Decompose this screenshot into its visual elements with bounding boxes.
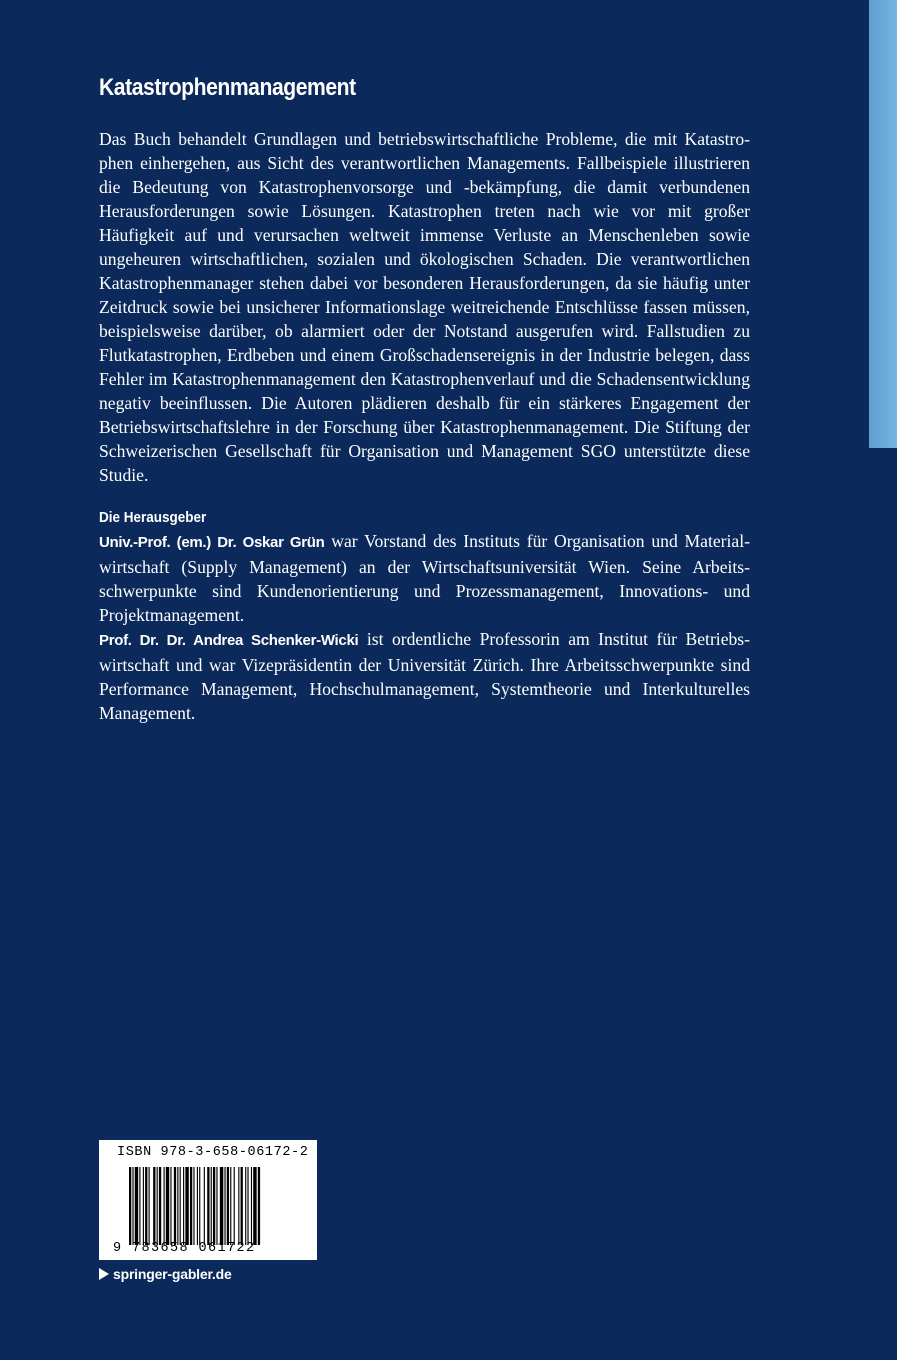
- editor-bio-1: [99, 529, 750, 627]
- editor-name-2: Prof. Dr. Dr. Andrea Schenker-Wicki: [99, 632, 359, 649]
- book-description: Das Buch behandelt Grundlagen und betriebswirtschaftliche Probleme, die mit Katastrophen einhergehen, aus Sicht des verantwortlichen Managements. Fallbeispiele illustrieren die Bedeutung von Katastrophenvorsorge und -bekämpfung, die damit verbundenen Herausforderungen sowie Lösungen. Katastrophen treten nach wie vor mit großer Häufigkeit auf und verursachen weltweit immense Verluste an Menschenleben sowie ungeheuren wirtschaftlichen, sozialen und ökologischen Schaden. Die verantwortlichen Katastrophenmanager stehen dabei vor besonderen Herausforderungen, da sie häufig unter Zeitdruck sowie bei unsicherer Informationslage weitreichende Entschlüsse fassen müssen, beispielsweise darüber, ob alarmiert oder der Notstand ausgerufen wird. Fallstudien zu Flutkatastrophen, Erdbeben und einem Großschadensereignis in der Industrie belegen, dass Fehler im Katastrophenmanagement den Katastrophenverlauf und die Schadensentwicklung negativ beeinflussen. Die Autoren plädieren deshalb für ein stärkeres Engagement der Betriebswirtschaftslehre in der Forschung über Katastrophenmanagement. Die Stiftung der Schweizerischen Gesellschaft für Organisation und Management SGO unterstützte diese Studie.: [99, 129, 750, 485]
- editors-heading: Die Herausgeber: [99, 509, 207, 526]
- publisher-link[interactable]: [99, 1266, 232, 1282]
- editor-text-1: war Vorstand des Instituts für Organisation und Materialwirtschaft (Supply Management) an der Wirtschaftsuniversität Wien. Seine Arbeitsschwerpunkte sind Kundenorientierung und Prozessmanagement, Innovations- und Projektmanagement.: [99, 531, 750, 625]
- editor-name-1: Univ.-Prof. (em.) Dr. Oskar Grün: [99, 534, 325, 551]
- book-title: Katastrophenmanagement: [99, 74, 356, 101]
- arrow-right-icon: [99, 1268, 109, 1280]
- editor-text-2: ist ordentliche Professorin am Institut für Betriebswirtschaft und war Vizepräsidentin der Universität Zürich. Ihre Arbeitsschwerpunkte sind Performance Management, Hochschulmanagement, Systemtheorie und Interkulturelles Management.: [99, 629, 751, 723]
- cover-content: [99, 74, 750, 725]
- spine-accent-strip: [869, 0, 897, 448]
- editor-bio-2: [99, 627, 750, 725]
- barcode-bars-icon: [129, 1167, 307, 1245]
- publisher-url: springer-gabler.de: [113, 1266, 232, 1282]
- isbn-label: ISBN 978-3-658-06172-2: [117, 1145, 309, 1160]
- isbn-barcode: [99, 1140, 317, 1260]
- ean-digits: 9 783658 061722: [113, 1241, 256, 1256]
